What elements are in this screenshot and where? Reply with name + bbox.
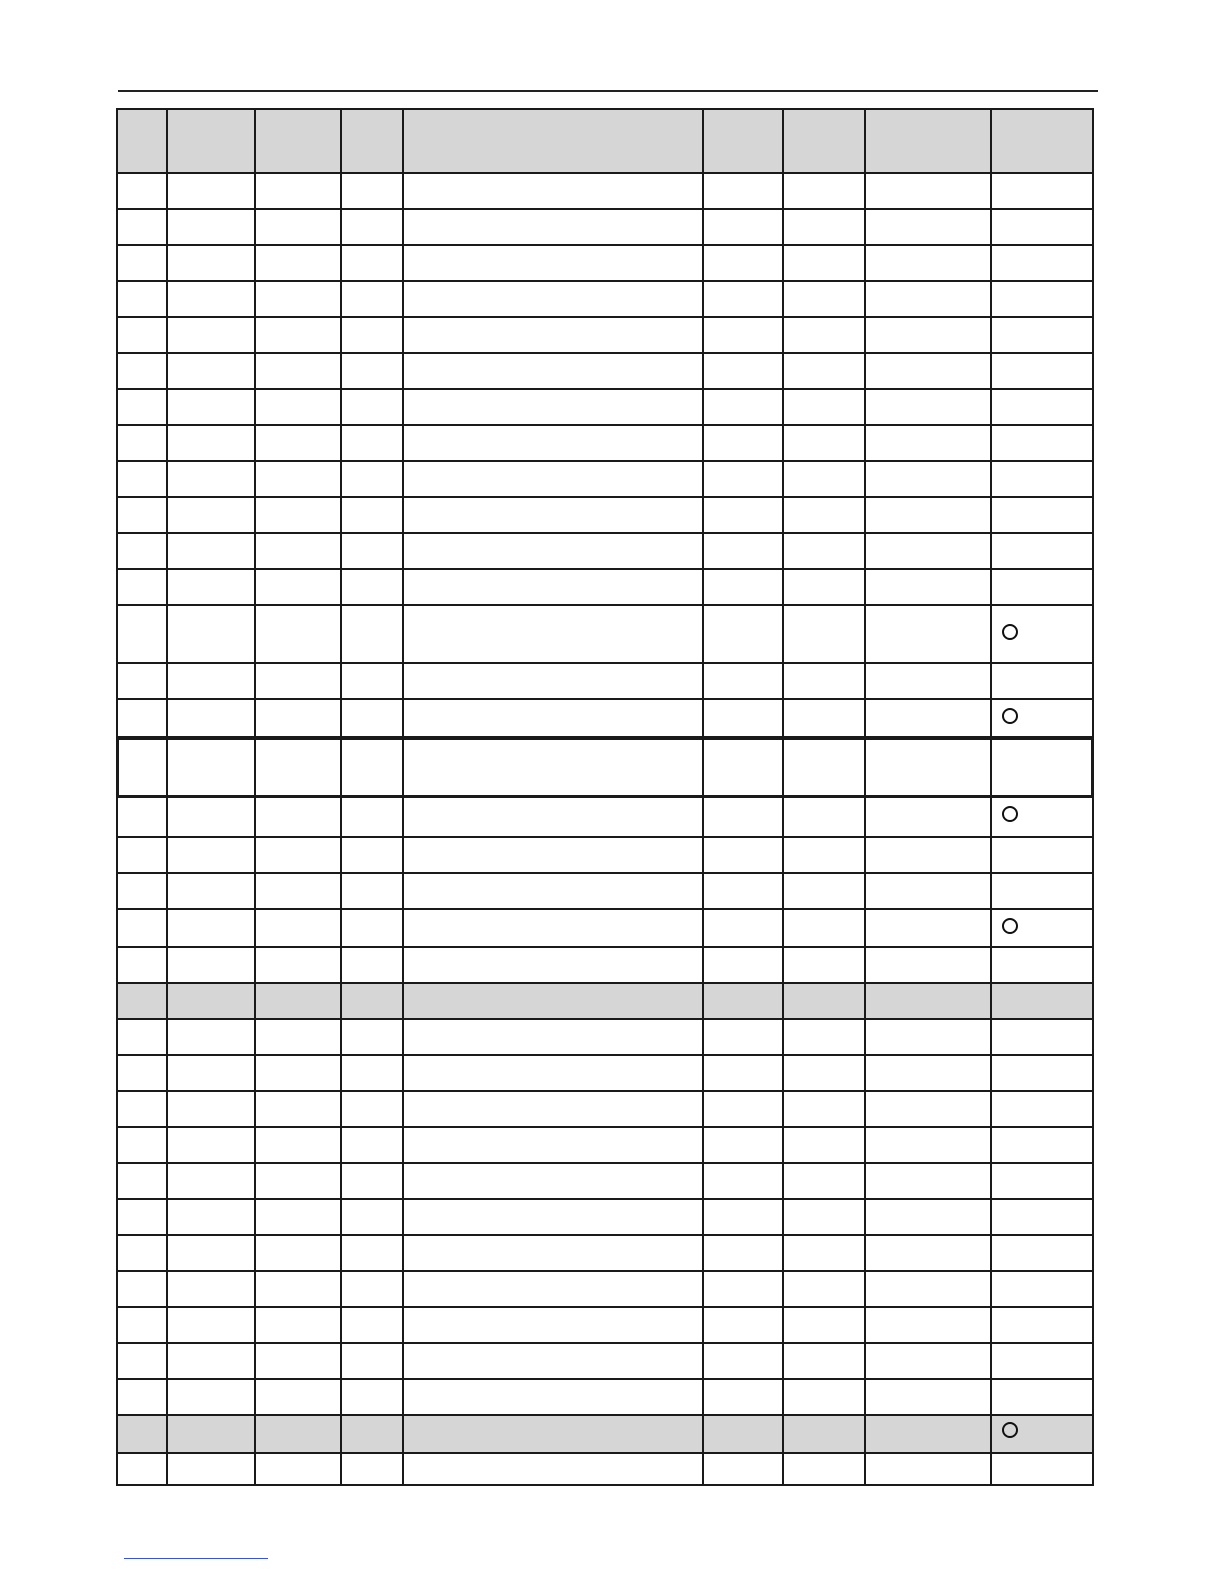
table-row-tall <box>118 604 1092 662</box>
column-divider <box>990 110 992 1484</box>
table-row <box>118 388 1092 424</box>
circle-mark-icon <box>1002 708 1018 724</box>
table-row <box>118 1198 1092 1234</box>
table-row <box>118 244 1092 280</box>
table-row <box>118 662 1092 698</box>
table-row-boxed <box>118 738 1092 796</box>
table-row <box>118 1090 1092 1126</box>
table-row <box>118 836 1092 872</box>
circle-mark-icon <box>1002 1422 1018 1438</box>
circle-mark-icon <box>1002 806 1018 822</box>
table-row <box>118 946 1092 982</box>
table-row <box>118 908 1092 946</box>
table-row <box>118 532 1092 568</box>
table-row <box>118 1234 1092 1270</box>
column-divider <box>702 110 704 1484</box>
table-row <box>118 496 1092 532</box>
table-row <box>118 460 1092 496</box>
ruled-form-table <box>116 108 1094 1486</box>
table-row <box>118 280 1092 316</box>
table-row <box>118 1270 1092 1306</box>
table-section-row <box>118 1414 1092 1452</box>
circle-mark-icon <box>1002 624 1018 640</box>
column-divider <box>166 110 168 1484</box>
table-row <box>118 1378 1092 1414</box>
table-row <box>118 1306 1092 1342</box>
circle-mark-icon <box>1002 918 1018 934</box>
table-row <box>118 1018 1092 1054</box>
table-row <box>118 1054 1092 1090</box>
page-top-rule <box>118 90 1098 92</box>
column-divider <box>782 110 784 1484</box>
table-row <box>118 568 1092 604</box>
column-divider <box>402 110 404 1484</box>
table-header-row <box>118 110 1092 174</box>
table-row <box>118 172 1092 208</box>
table-row <box>118 698 1092 738</box>
table-row <box>118 208 1092 244</box>
footer-link-underline[interactable] <box>124 1558 268 1559</box>
table-row <box>118 796 1092 836</box>
table-row <box>118 352 1092 388</box>
table-section-row <box>118 982 1092 1018</box>
column-divider <box>864 110 866 1484</box>
table-row <box>118 1126 1092 1162</box>
table-row <box>118 1452 1092 1486</box>
table-row <box>118 316 1092 352</box>
table-row <box>118 1162 1092 1198</box>
table-row <box>118 424 1092 460</box>
table-row <box>118 872 1092 908</box>
column-divider <box>254 110 256 1484</box>
column-divider <box>340 110 342 1484</box>
table-row <box>118 1342 1092 1378</box>
